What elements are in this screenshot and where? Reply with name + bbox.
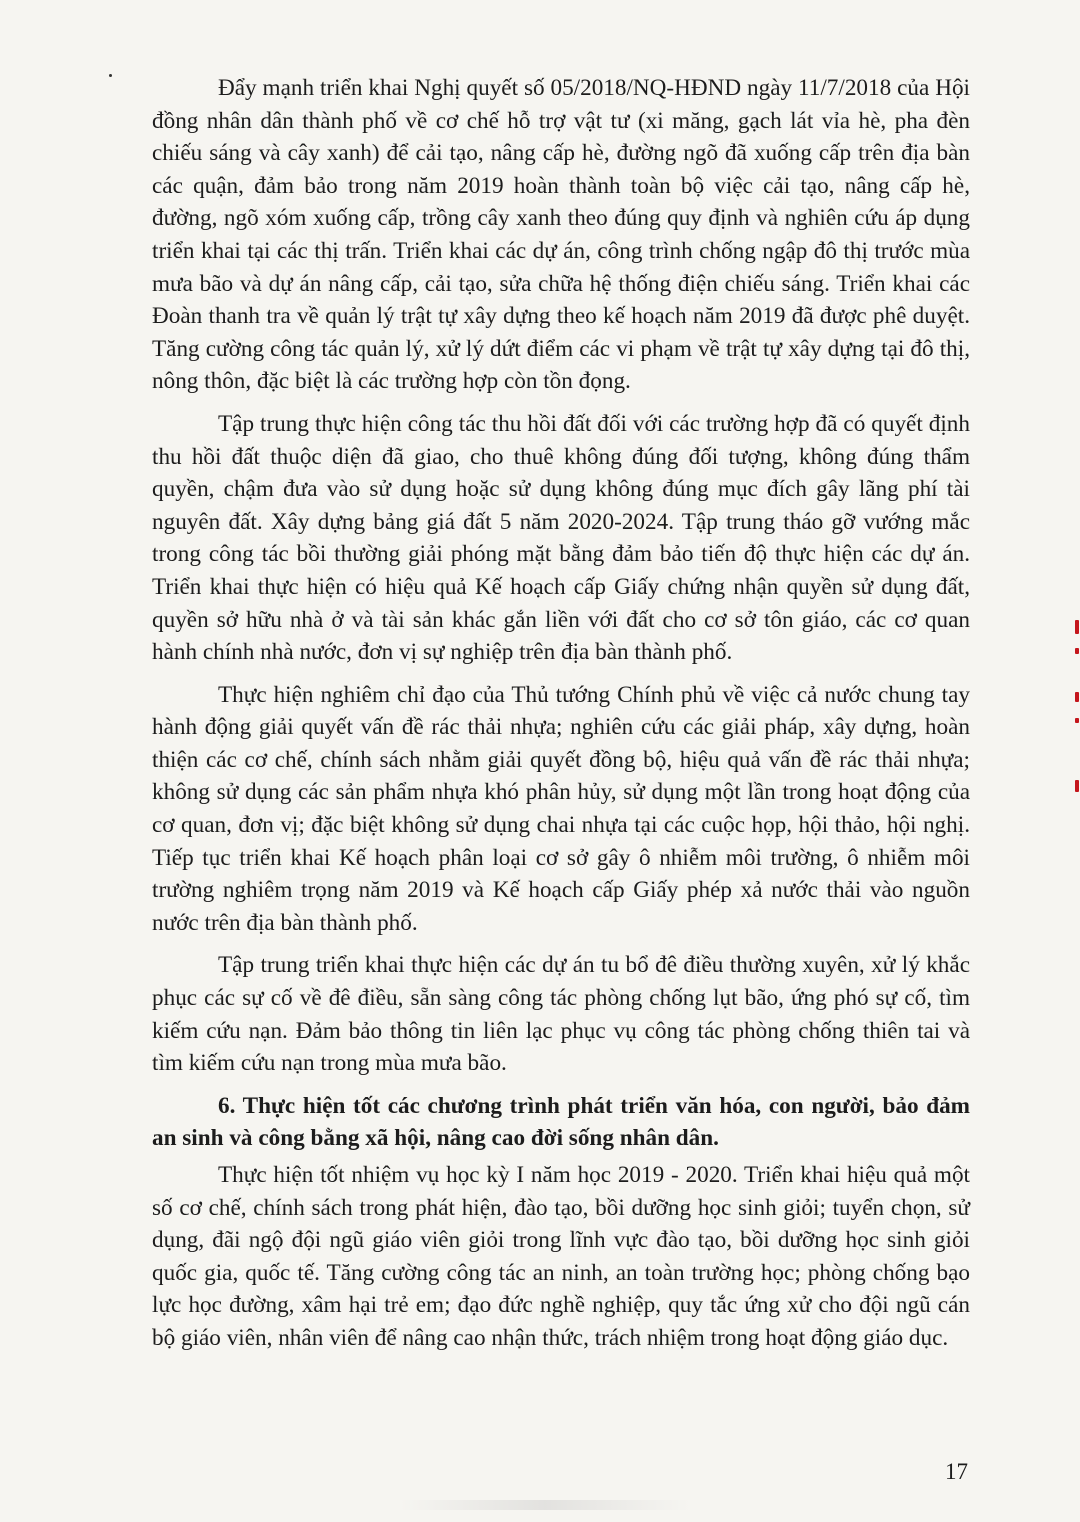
binding-edge-marks — [1072, 600, 1080, 800]
scan-speck — [109, 74, 112, 77]
paragraph-urban-infrastructure: Đẩy mạnh triển khai Nghị quyết số 05/2018/NQ-HĐND ngày 11/7/2018 của Hội đồng nhân dân thành phố về cơ chế hỗ trợ vật tư (xi măng, gạch lát vỉa hè, pha đèn chiếu sáng và cây xanh) để cải tạo, nâng cấp hè, đường ngõ đã xuống cấp trên địa bàn các quận, đảm bảo trong năm 2019 hoàn thành toàn bộ việc cải tạo, nâng cấp hè, đường, ngõ xóm xuống cấp, trồng cây xanh theo đúng quy định và nghiên cứu áp dụng triển khai tại các thị trấn. Triển khai các dự án, công trình chống ngập đô thị trước mùa mưa bão và dự án nâng cấp, cải tạo, sửa chữa hệ thống điện chiếu sáng. Triển khai các Đoàn thanh tra về quản lý trật tự xây dựng theo kế hoạch năm 2019 đã được phê duyệt. Tăng cường công tác quản lý, xử lý dứt điểm các vi phạm về trật tự xây dựng tại đô thị, nông thôn, đặc biệt là các trường hợp còn tồn đọng. — [152, 75, 970, 395]
section-heading-6: 6. Thực hiện tốt các chương trình phát triển văn hóa, con người, bảo đảm an sinh và công bằng xã hội, nâng cao đời sống nhân dân. — [152, 1092, 970, 1152]
page-number: 17 — [945, 1459, 968, 1484]
paragraph-dyke-flood-control: Tập trung triển khai thực hiện các dự án tu bổ đê điều thường xuyên, xử lý khắc phục các sự cố về đê điều, sẵn sàng công tác phòng chống lụt bão, ứng phó sự cố, tìm kiếm cứu nạn. Đảm bảo thông tin liên lạc phục vụ công tác phòng chống thiên tai và tìm kiếm cứu nạn trong mùa mưa bão. — [152, 952, 970, 1077]
paragraph-plastic-waste: Thực hiện nghiêm chỉ đạo của Thủ tướng Chính phủ về việc cả nước chung tay hành động giải quyết vấn đề rác thải nhựa; nghiên cứu các giải pháp, xây dựng, hoàn thiện các cơ chế, chính sách nhằm giải quyết đồng bộ, hiệu quả vấn đề rác thải nhựa; không sử dụng các sản phẩm nhựa khó phân hủy, sử dụng một lần trong hoạt động của cơ quan, đơn vị; đặc biệt không sử dụng chai nhựa tại các cuộc họp, hội thảo, hội nghị. Tiếp tục triển khai Kế hoạch phân loại cơ sở gây ô nhiễm môi trường, ô nhiễm môi trường nghiêm trọng năm 2019 và Kế hoạch cấp Giấy phép xả nước thải vào nguồn nước trên địa bàn thành phố. — [152, 681, 970, 936]
scan-smudge — [400, 1500, 690, 1510]
paragraph-land-recovery: Tập trung thực hiện công tác thu hồi đất đối với các trường hợp đã có quyết định thu hồi đất thuộc diện đã giao, cho thuê không đúng đối tượng, không đúng thẩm quyền, chậm đưa vào sử dụng hoặc sử dụng không đúng mục đích gây lãng phí tài nguyên đất. Xây dựng bảng giá đất 5 năm 2020-2024. Tập trung tháo gỡ vướng mắc trong công tác bồi thường giải phóng mặt bằng đảm bảo tiến độ thực hiện các dự án. Triển khai thực hiện có hiệu quả Kế hoạch cấp Giấy chứng nhận quyền sử dụng đất, quyền sở hữu nhà ở và tài sản khác gắn liền với đất cho cơ sở tôn giáo, các cơ quan hành chính nhà nước, đơn vị sự nghiệp trên địa bàn thành phố. — [152, 410, 970, 666]
paragraph-education: Thực hiện tốt nhiệm vụ học kỳ I năm học 2019 - 2020. Triển khai hiệu quả một số cơ chế, chính sách trong phát hiện, đào tạo, bồi dưỡng học sinh giỏi; tuyển chọn, sử dụng, đãi ngộ đội ngũ giáo viên giỏi trong lĩnh vực đào tạo, bồi dưỡng học sinh giỏi quốc gia, quốc tế. Tăng cường công tác an ninh, an toàn trường học; phòng chống bạo lực học đường, xâm hại trẻ em; đạo đức nghề nghiệp, quy tắc ứng xử cho đội ngũ cán bộ giáo viên, nhân viên để nâng cao nhận thức, trách nhiệm trong hoạt động giáo dục. — [152, 1162, 970, 1351]
document-body — [152, 72, 970, 1365]
